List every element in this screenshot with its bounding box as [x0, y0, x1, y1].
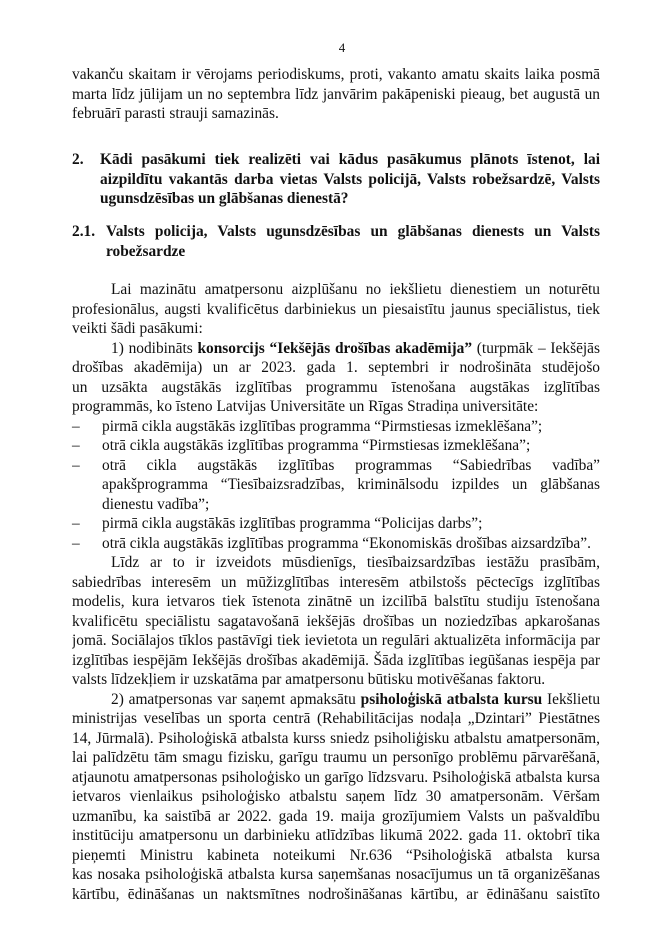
text-line	[72, 787, 600, 807]
section-heading-2	[72, 150, 600, 209]
text-segment: dienestu vadība”;	[102, 495, 210, 513]
page-number: 4	[338, 40, 346, 55]
list-item-line	[72, 534, 600, 554]
text-segment: kas nosaka psiholoģiskā atbalsta kursa saņemšanas nosacījumus un tā organizēšanas	[72, 866, 600, 883]
text-segment: un uzsākta augstākās izglītības programmu īstenošana augstākas izglītības	[72, 378, 600, 396]
text-segment: programmās, ko īsteno Latvijas Universitāte un Rīgas Stradiņa universitāte:	[72, 398, 539, 415]
text-segment: vakanču skaitam ir vērojams periodiskums, proti, vakanto amatu skaits laika posmā	[72, 66, 600, 83]
text-segment: 1) nodibināts	[111, 339, 198, 357]
text-line	[72, 573, 600, 593]
text-line	[72, 729, 600, 749]
text-segment: profesionālus, augsti kvalificētus darbiniekus un piesaistītu jaunus speciālistus, tiek	[72, 300, 600, 318]
text-segment: Līdz ar to ir izveidots mūsdienīgs, tiesībaizsardzības iestāžu prasībām,	[111, 554, 600, 571]
text-segment: otrā cikla augstākās izglītības programma “Pirmstiesas izmeklēšana”;	[102, 437, 531, 454]
heading-line: Kādi pasākumi tiek realizēti vai kādus pasākumus plānots īstenot, lai	[100, 151, 600, 168]
text-segment: Lai mazinātu amatpersonu aizplūšanu no iekšlietu dienestiem un noturētu	[111, 281, 600, 298]
text-line	[72, 612, 600, 632]
heading-line: aizpildītu vakantās darba vietas Valsts policijā, Valsts robežsardzē, Valsts	[100, 170, 600, 188]
list-item-line	[72, 514, 600, 534]
text-segment: februārī parasti strauji samazinās.	[72, 105, 279, 122]
text-segment: veikti šādi pasākumi:	[72, 320, 203, 337]
text-line	[72, 378, 600, 398]
text-line	[72, 670, 600, 690]
heading-line: Valsts policija, Valsts ugunsdzēsības un glābšanas dienests un Valsts	[106, 223, 600, 240]
text-segment: ietvaros vienlaikus psiholoģisko atbalstu saņem līdz 30 amatpersonām. Vēršam	[72, 788, 600, 805]
text-line	[72, 690, 600, 710]
list-item-line	[72, 436, 600, 456]
dash-bullet: –	[72, 515, 80, 532]
text-segment: kārtību, ēdināšanas un naktsmītnes nodrošināšanas kārtību, ar ēdināšanu saistīto	[72, 885, 600, 903]
text-segment: ministrijas veselības un sporta centrā (Rehabilitācijas nodaļa „Dzintari” Piestātnes	[72, 710, 600, 727]
text-line	[72, 553, 600, 573]
text-line	[72, 865, 600, 885]
text-segment: marta līdz jūlijam un no septembra līdz janvārim pakāpeniski pieaug, bet augustā un	[72, 85, 600, 103]
list-item-line	[72, 417, 600, 437]
text-line	[72, 495, 600, 515]
text-line	[72, 651, 600, 671]
dash-bullet: –	[72, 437, 80, 454]
text-line	[72, 65, 600, 85]
text-line	[72, 300, 600, 320]
text-line	[72, 592, 600, 612]
text-segment: sabiedrības interesēm un mūžizglītības interesēm atbilstošs pēctecīgs izglītības	[72, 573, 600, 591]
heading-line: ugunsdzēsības un glābšanas dienestā?	[100, 190, 349, 207]
heading-number: 2.1.	[72, 223, 96, 240]
body-text	[72, 280, 600, 904]
heading-number: 2.	[72, 151, 84, 168]
section-heading-2-1	[72, 222, 600, 261]
text-line	[72, 319, 600, 339]
bold-text: konsorcijs “Iekšējās drošības akadēmija”	[197, 339, 473, 357]
dash-bullet: –	[72, 534, 80, 552]
text-line	[72, 846, 600, 866]
text-segment: drošības akadēmija) un ar 2023. gada 1. septembri ir nodrošināta studējošo	[72, 359, 600, 376]
text-segment: atjaunotu amatpersonas psiholoģisko un garīgo līdzsvaru. Psiholoģiskā atbalsta kursa	[72, 768, 600, 786]
text-segment: lai palīdzētu tām smagu fizisku, garīgu traumu un personīgo problēmu pārvarēšanā,	[72, 749, 600, 766]
text-line	[72, 768, 600, 788]
text-segment: kvalificētu speciālistu sagatavošanā iekšējās drošības un noziedzības apkarošanas	[72, 612, 600, 630]
text-line	[72, 885, 600, 905]
text-line	[72, 397, 600, 417]
text-line	[72, 475, 600, 495]
intro-paragraph	[72, 65, 600, 124]
bold-text: psiholoģiskā atbalsta kursu	[360, 690, 543, 708]
text-line	[72, 358, 600, 378]
text-segment: modelis, kura ietvaros tiek īstenota zinātnē un izcilībā balstītu studiju īstenošana	[72, 593, 600, 610]
text-segment: pirmā cikla augstākās izglītības programma “Policijas darbs”;	[102, 515, 483, 532]
text-line	[72, 807, 600, 827]
text-segment: jomā. Sociālajos tīklos pastāvīgi tiek ievietota un regulāri aktualizēta informācija par	[72, 632, 600, 649]
text-line	[72, 280, 600, 300]
list-item-line	[72, 456, 600, 476]
text-segment: izglītības iespējām Iekšējās drošības akadēmijā. Šāda izglītības iegūšanas iespēja par	[72, 651, 600, 669]
text-segment: otrā cikla augstākās izglītības programmas “Sabiedrības vadība”	[102, 456, 600, 474]
text-line	[72, 631, 600, 651]
text-line	[72, 709, 600, 729]
text-segment: Iekšlietu	[542, 690, 600, 708]
dash-bullet: –	[72, 456, 80, 474]
text-line	[72, 748, 600, 768]
text-segment: 2) amatpersonas var saņemt apmaksātu	[111, 690, 361, 708]
text-segment: (turpmāk – Iekšējās	[472, 339, 600, 357]
text-segment: institūciju amatpersonu un darbinieku atlīdzības likumā 2022. gada 11. oktobrī tika	[72, 827, 600, 844]
text-segment: pieņemti Ministru kabineta noteikumi Nr.636 “Psiholoģiskā atbalsta kursa	[72, 846, 600, 864]
dash-bullet: –	[72, 417, 80, 435]
text-line	[72, 339, 600, 359]
text-segment: uzmanību, ka saistībā ar 2022. gada 19. maija grozījumiem Valsts un pašvaldību	[72, 807, 600, 825]
text-segment: apakšprogramma “Tiesībaizsradzības, kriminālsodu izpildes un glābšanas	[102, 476, 600, 493]
text-segment: otrā cikla augstākās izglītības programma “Ekonomiskās drošības aizsardzība”.	[102, 534, 591, 552]
text-line	[72, 104, 600, 124]
text-line	[72, 85, 600, 105]
text-segment: 14, Jūrmalā). Psiholoģiskā atbalsta kurss sniedz psiholiģisku atbalstu amatpersonām,	[72, 729, 600, 747]
text-line	[72, 826, 600, 846]
text-segment: valsts līdzekļiem ir uzskatāma par amatpersonu būtisku motivēšanas faktoru.	[72, 671, 546, 688]
heading-line: robežsardze	[106, 242, 186, 260]
text-segment: pirmā cikla augstākās izglītības programma “Pirmstiesas izmeklēšana”;	[102, 417, 543, 435]
